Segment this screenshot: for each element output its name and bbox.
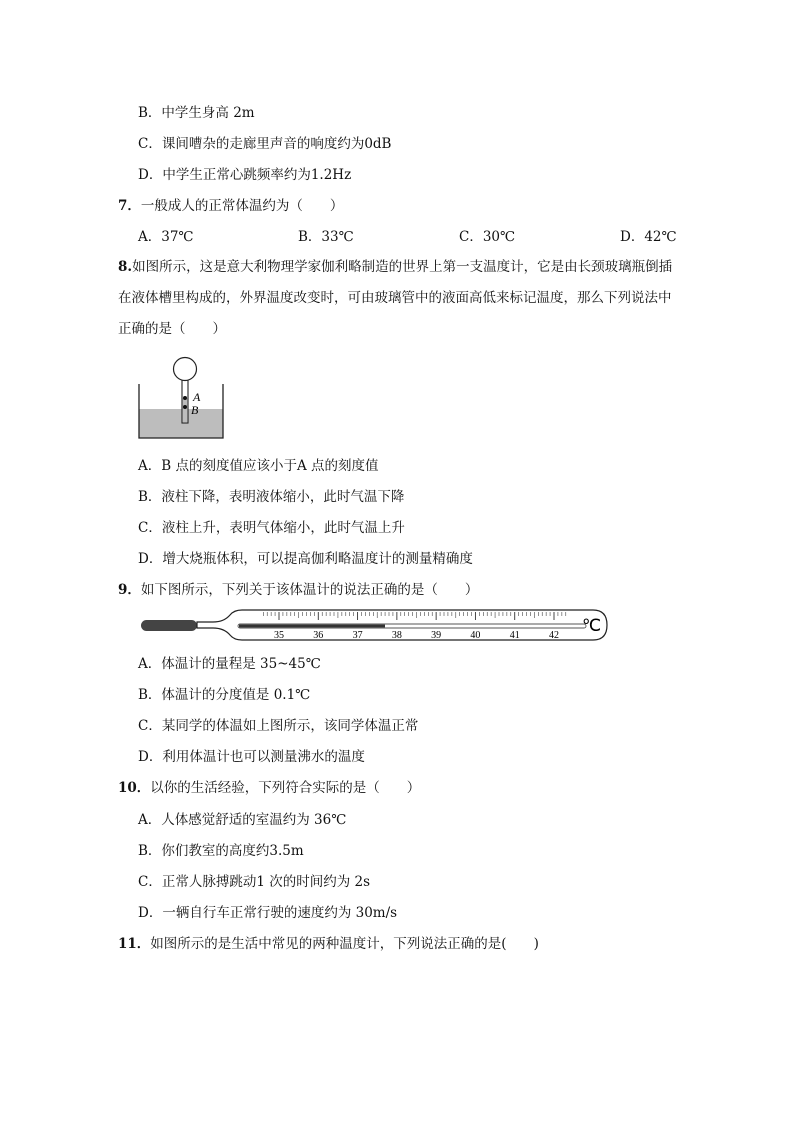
q7-options — [138, 227, 678, 247]
q9-option-c: C．某同学的体温如上图所示，该同学体温正常 — [138, 718, 419, 734]
q10-text: 以你的生活经验，下列符合实际的是（ ） — [150, 780, 421, 796]
q6-option-b: B．中学生身高 2m — [138, 105, 255, 121]
scale-label: 36 — [313, 630, 324, 641]
glass-bulb — [174, 358, 197, 381]
q10-number: 10． — [118, 780, 151, 796]
scale-label: 38 — [391, 630, 402, 641]
q6-option-c: C．课间嘈杂的走廊里声音的响度约为0dB — [138, 136, 392, 152]
scale-label: 40 — [470, 630, 481, 641]
q11-text: 如图所示的是生活中常见的两种温度计，下列说法正确的是( ) — [150, 936, 539, 952]
point-a-label: A — [193, 390, 201, 404]
tube-liquid-column — [183, 398, 188, 422]
q8-option-d: D．增大烧瓶体积，可以提高伽利略温度计的测量精确度 — [138, 551, 473, 567]
q7-option-d: D．42℃ — [620, 229, 677, 245]
q10-option-c: C．正常人脉搏跳动1 次的时间约为 2s — [138, 874, 371, 890]
q10-stem — [118, 778, 420, 798]
q9-text: 如下图所示，下列关于该体温计的说法正确的是（ ） — [140, 582, 479, 598]
point-b-label: B — [191, 403, 199, 417]
q7-number: 7． — [118, 198, 141, 214]
q9-number: 9． — [118, 582, 141, 598]
q7-option-c: C．30℃ — [459, 229, 516, 245]
thermometer-bulb — [141, 620, 197, 631]
galileo-thermometer-figure — [132, 352, 232, 444]
scale-label: 35 — [274, 630, 284, 641]
q9-stem — [118, 580, 478, 600]
point-a-dot — [183, 396, 187, 400]
q8-number: 8. — [118, 259, 133, 275]
q11-number: 11． — [118, 936, 151, 952]
scale-label: 39 — [431, 630, 442, 641]
q9-option-b: B．体温计的分度值是 0.1℃ — [138, 687, 311, 703]
q9-option-a: A．体温计的量程是 35~45℃ — [138, 656, 321, 672]
scale-label: 37 — [352, 630, 363, 641]
mercury-column — [239, 625, 385, 628]
clinical-thermometer-figure — [138, 605, 610, 645]
q8-option-a: A．B 点的刻度值应该小于A 点的刻度值 — [138, 458, 379, 474]
q7-option-b: B．33℃ — [298, 229, 354, 245]
q10-option-a: A．人体感觉舒适的室温约为 36℃ — [138, 812, 347, 828]
q9-option-d: D．利用体温计也可以测量沸水的温度 — [138, 749, 365, 765]
q7-text: 一般成人的正常体温约为（ ） — [140, 198, 344, 214]
q8-option-c: C．液柱上升，表明气体缩小，此时气温上升 — [138, 520, 405, 536]
point-b-dot — [183, 405, 187, 409]
q8-stem — [118, 252, 680, 345]
scale-label: 41 — [509, 630, 520, 641]
q10-option-d: D．一辆自行车正常行驶的速度约为 30m/s — [138, 905, 398, 921]
q7-option-a: A．37℃ — [138, 229, 194, 245]
q7-stem — [118, 196, 343, 216]
liquid-trough-fill — [139, 409, 223, 438]
q8-text: 如图所示，这是意大利物理学家伽利略制造的世界上第一支温度计，它是由长颈玻璃瓶倒插在液体槽里构成的，外界温度改变时，可由玻璃管中的液面高低来标记温度，那么下列说法中正确的是（ ） — [118, 259, 673, 337]
q8-option-b: B．液柱下降，表明液体缩小，此时气温下降 — [138, 489, 405, 505]
scale-label: 42 — [549, 630, 559, 641]
q6-option-d: D．中学生正常心跳频率约为1.2Hz — [138, 167, 352, 183]
q10-option-b: B．你们教室的高度约3.5m — [138, 843, 304, 859]
celsius-unit-label: ℃ — [582, 616, 602, 635]
q11-stem — [118, 934, 539, 954]
